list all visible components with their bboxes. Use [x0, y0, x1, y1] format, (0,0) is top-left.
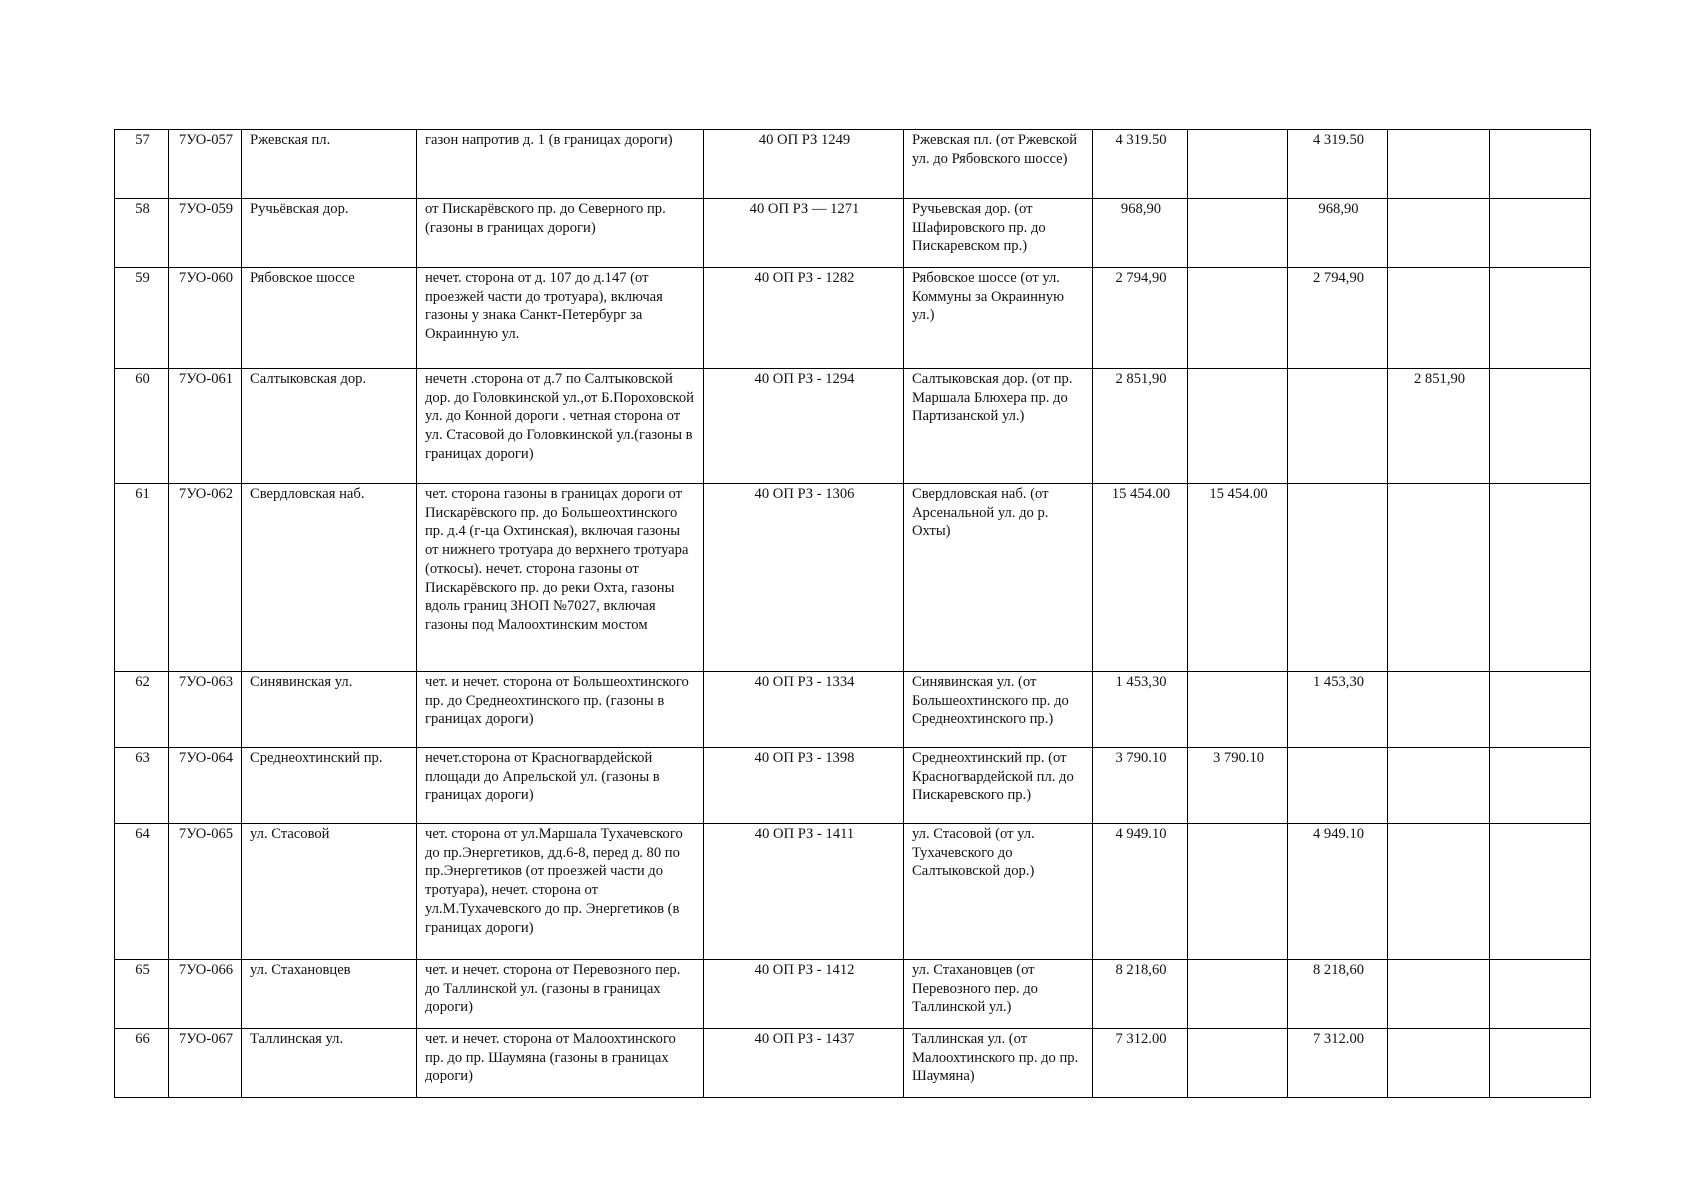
area-column-a-cell [1188, 824, 1288, 960]
row-number-cell: 58 [115, 199, 169, 268]
road-description-cell: ул. Стасовой (от ул. Тухачевского до Салтыковской дор.) [904, 824, 1093, 960]
area-column-d-cell [1490, 960, 1591, 1029]
table-row [115, 748, 1591, 824]
table-row [115, 484, 1591, 672]
object-code-cell: 7УО-063 [169, 672, 242, 748]
row-number-cell: 65 [115, 960, 169, 1029]
area-total-cell: 1 453,30 [1093, 672, 1188, 748]
table-row [115, 268, 1591, 369]
object-code-cell: 7УО-066 [169, 960, 242, 1029]
area-column-b-cell: 968,90 [1288, 199, 1388, 268]
area-total-cell: 15 454.00 [1093, 484, 1188, 672]
street-name-cell: Салтыковская дор. [242, 369, 417, 484]
street-name-cell: Ржевская пл. [242, 130, 417, 199]
object-code-cell: 7УО-065 [169, 824, 242, 960]
area-column-b-cell: 2 794,90 [1288, 268, 1388, 369]
road-id-cell: 40 ОП РЗ - 1306 [704, 484, 904, 672]
area-column-a-cell [1188, 672, 1288, 748]
lawn-scope-cell: нечет.сторона от Красногвардейской площади до Апрельской ул. (газоны в границах дороги) [417, 748, 704, 824]
row-number-cell: 59 [115, 268, 169, 369]
street-name-cell: ул. Стасовой [242, 824, 417, 960]
lawn-scope-cell: газон напротив д. 1 (в границах дороги) [417, 130, 704, 199]
area-column-c-cell [1388, 748, 1490, 824]
lawn-scope-cell: чет. сторона от ул.Маршала Тухачевского до пр.Энергетиков, дд.6-8, перед д. 80 по пр.Энергетиков (от проезжей части до тротуара), нечет. сторона от ул.М.Тухачевского до пр. Энергетиков (в границах дороги) [417, 824, 704, 960]
area-column-d-cell [1490, 130, 1591, 199]
lawn-scope-cell: чет. и нечет. сторона от Малоохтинского пр. до пр. Шаумяна (газоны в границах дороги) [417, 1029, 704, 1098]
area-column-a-cell [1188, 130, 1288, 199]
road-id-cell: 40 ОП РЗ - 1412 [704, 960, 904, 1029]
area-column-b-cell: 7 312.00 [1288, 1029, 1388, 1098]
area-total-cell: 4 949.10 [1093, 824, 1188, 960]
road-id-cell: 40 ОП РЗ - 1437 [704, 1029, 904, 1098]
lawn-scope-cell: нечет. сторона от д. 107 до д.147 (от проезжей части до тротуара), включая газоны у знака Санкт-Петербург за Окраинную ул. [417, 268, 704, 369]
registry-table [114, 129, 1591, 1098]
row-number-cell: 60 [115, 369, 169, 484]
area-column-d-cell [1490, 268, 1591, 369]
area-total-cell: 968,90 [1093, 199, 1188, 268]
area-column-d-cell [1490, 748, 1591, 824]
street-name-cell: Ручьёвская дор. [242, 199, 417, 268]
road-description-cell: Рябовское шоссе (от ул. Коммуны за Окраинную ул.) [904, 268, 1093, 369]
object-code-cell: 7УО-057 [169, 130, 242, 199]
area-column-d-cell [1490, 199, 1591, 268]
area-column-b-cell [1288, 748, 1388, 824]
table-row [115, 130, 1591, 199]
area-column-b-cell [1288, 484, 1388, 672]
area-total-cell: 3 790.10 [1093, 748, 1188, 824]
row-number-cell: 62 [115, 672, 169, 748]
road-description-cell: Ржевская пл. (от Ржевской ул. до Рябовского шоссе) [904, 130, 1093, 199]
road-description-cell: Свердловская наб. (от Арсенальной ул. до р. Охты) [904, 484, 1093, 672]
object-code-cell: 7УО-064 [169, 748, 242, 824]
table-row [115, 369, 1591, 484]
row-number-cell: 64 [115, 824, 169, 960]
lawn-scope-cell: чет. и нечет. сторона от Перевозного пер. до Таллинской ул. (газоны в границах дороги) [417, 960, 704, 1029]
road-description-cell: Синявинская ул. (от Большеохтинского пр. до Среднеохтинского пр.) [904, 672, 1093, 748]
street-name-cell: Синявинская ул. [242, 672, 417, 748]
area-column-a-cell [1188, 199, 1288, 268]
area-column-c-cell [1388, 824, 1490, 960]
object-code-cell: 7УО-060 [169, 268, 242, 369]
road-id-cell: 40 ОП РЗ — 1271 [704, 199, 904, 268]
lawn-scope-cell: чет. сторона газоны в границах дороги от Пискарёвского пр. до Большеохтинского пр. д.4 (г-ца Охтинская), включая газоны от нижнего тротуара до верхнего тротуара (откосы). нечет. сторона газоны от Пискарёвского пр. до реки Охта, газоны вдоль границ ЗНОП №7027, включая газоны под Малоохтинским мостом [417, 484, 704, 672]
table-row [115, 672, 1591, 748]
lawn-scope-cell: от Пискарёвского пр. до Северного пр. (газоны в границах дороги) [417, 199, 704, 268]
row-number-cell: 66 [115, 1029, 169, 1098]
area-column-b-cell [1288, 369, 1388, 484]
area-column-c-cell [1388, 484, 1490, 672]
area-column-b-cell: 4 319.50 [1288, 130, 1388, 199]
area-column-d-cell [1490, 1029, 1591, 1098]
area-total-cell: 2 794,90 [1093, 268, 1188, 369]
object-code-cell: 7УО-059 [169, 199, 242, 268]
lawn-scope-cell: нечетн .сторона от д.7 по Салтыковской дор. до Головкинской ул.,от Б.Пороховской ул. до Конной дороги . четная сторона от ул. Стасовой до Головкинской ул.(газоны в границах дороги) [417, 369, 704, 484]
table-row [115, 824, 1591, 960]
area-column-c-cell [1388, 672, 1490, 748]
area-column-c-cell [1388, 199, 1490, 268]
table-row [115, 960, 1591, 1029]
table-row [115, 199, 1591, 268]
lawn-scope-cell: чет. и нечет. сторона от Большеохтинского пр. до Среднеохтинского пр. (газоны в границах дороги) [417, 672, 704, 748]
road-id-cell: 40 ОП РЗ - 1334 [704, 672, 904, 748]
area-column-c-cell: 2 851,90 [1388, 369, 1490, 484]
area-total-cell: 8 218,60 [1093, 960, 1188, 1029]
table-row [115, 1029, 1591, 1098]
row-number-cell: 57 [115, 130, 169, 199]
area-total-cell: 7 312.00 [1093, 1029, 1188, 1098]
street-name-cell: Таллинская ул. [242, 1029, 417, 1098]
street-name-cell: Среднеохтинский пр. [242, 748, 417, 824]
object-code-cell: 7УО-061 [169, 369, 242, 484]
road-description-cell: ул. Стахановцев (от Перевозного пер. до Таллинской ул.) [904, 960, 1093, 1029]
road-id-cell: 40 ОП РЗ - 1294 [704, 369, 904, 484]
road-description-cell: Салтыковская дор. (от пр. Маршала Блюхера пр. до Партизанской ул.) [904, 369, 1093, 484]
area-column-c-cell [1388, 268, 1490, 369]
area-column-b-cell: 1 453,30 [1288, 672, 1388, 748]
area-column-a-cell [1188, 268, 1288, 369]
road-id-cell: 40 ОП РЗ - 1411 [704, 824, 904, 960]
area-column-a-cell [1188, 1029, 1288, 1098]
area-column-b-cell: 8 218,60 [1288, 960, 1388, 1029]
registry-table-body [115, 130, 1591, 1098]
area-column-a-cell [1188, 369, 1288, 484]
area-column-b-cell: 4 949.10 [1288, 824, 1388, 960]
area-total-cell: 2 851,90 [1093, 369, 1188, 484]
road-description-cell: Ручьевская дор. (от Шафировского пр. до Пискаревском пр.) [904, 199, 1093, 268]
area-column-c-cell [1388, 960, 1490, 1029]
area-column-d-cell [1490, 672, 1591, 748]
object-code-cell: 7УО-067 [169, 1029, 242, 1098]
area-column-c-cell [1388, 1029, 1490, 1098]
road-id-cell: 40 ОП РЗ 1249 [704, 130, 904, 199]
street-name-cell: ул. Стахановцев [242, 960, 417, 1029]
street-name-cell: Свердловская наб. [242, 484, 417, 672]
area-column-a-cell [1188, 960, 1288, 1029]
road-id-cell: 40 ОП РЗ - 1282 [704, 268, 904, 369]
area-column-d-cell [1490, 824, 1591, 960]
area-column-c-cell [1388, 130, 1490, 199]
area-total-cell: 4 319.50 [1093, 130, 1188, 199]
area-column-a-cell: 15 454.00 [1188, 484, 1288, 672]
area-column-a-cell: 3 790.10 [1188, 748, 1288, 824]
object-code-cell: 7УО-062 [169, 484, 242, 672]
road-description-cell: Среднеохтинский пр. (от Красногвардейской пл. до Пискаревского пр.) [904, 748, 1093, 824]
area-column-d-cell [1490, 484, 1591, 672]
area-column-d-cell [1490, 369, 1591, 484]
road-description-cell: Таллинская ул. (от Малоохтинского пр. до пр. Шаумяна) [904, 1029, 1093, 1098]
row-number-cell: 61 [115, 484, 169, 672]
road-id-cell: 40 ОП РЗ - 1398 [704, 748, 904, 824]
row-number-cell: 63 [115, 748, 169, 824]
street-name-cell: Рябовское шоссе [242, 268, 417, 369]
